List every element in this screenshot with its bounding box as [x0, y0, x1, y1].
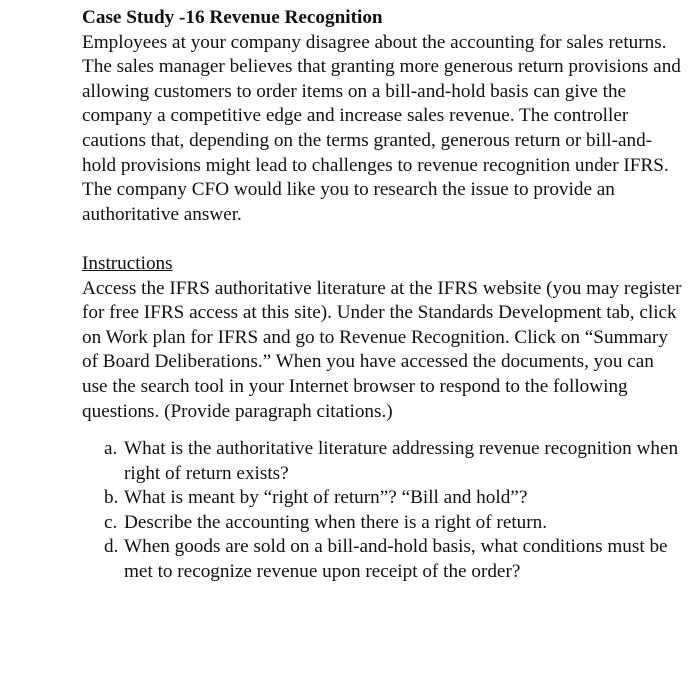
case-study-title: Case Study -16 Revenue Recognition — [82, 7, 383, 28]
question-text: When goods are sold on a bill-and-hold basis, what conditions must be met to recognize revenue upon receipt of the order? — [124, 536, 668, 583]
question-text: What is meant by “right of return”? “Bill and hold”? — [124, 487, 528, 509]
question-marker: d. — [104, 536, 119, 558]
questions-list — [82, 437, 682, 585]
case-study-document — [82, 6, 682, 585]
question-item-a — [82, 437, 682, 486]
question-marker: a. — [104, 438, 118, 460]
question-item-c — [82, 511, 682, 536]
question-marker: c. — [104, 511, 118, 533]
question-text: What is the authoritative literature addressing revenue recognition when right of return exists? — [124, 438, 679, 484]
question-item-b — [82, 486, 682, 511]
question-marker: b. — [104, 487, 119, 509]
paragraph-spacer — [82, 227, 682, 252]
instructions-heading: Instructions — [82, 252, 173, 274]
question-item-d — [82, 535, 682, 584]
instructions-paragraph: Access the IFRS authoritative literature at the IFRS website (you may register for free IFRS access at this site). Under the Standards Development tab, click on Work plan for IFRS and go to Revenue Recognition. Click on “Summary of Board Deliberations.” When you have accessed the documents, you can use the search tool in your Internet browser to respond to the following questions. (Provide paragraph citations.) — [82, 277, 682, 422]
question-text: Describe the accounting when there is a right of return. — [124, 511, 548, 533]
intro-paragraph: Employees at your company disagree about the accounting for sales returns. The sales manager believes that granting more generous return provisions and allowing customers to order items on a bill-and-hold basis can give the company a competitive edge and increase sales revenue. The controller cautions that, depending on the terms granted, generous return or bill-and-hold provisions might lead to challenges to revenue recognition under IFRS. The company CFO would like you to research the issue to provide an authoritative answer. — [82, 31, 681, 225]
